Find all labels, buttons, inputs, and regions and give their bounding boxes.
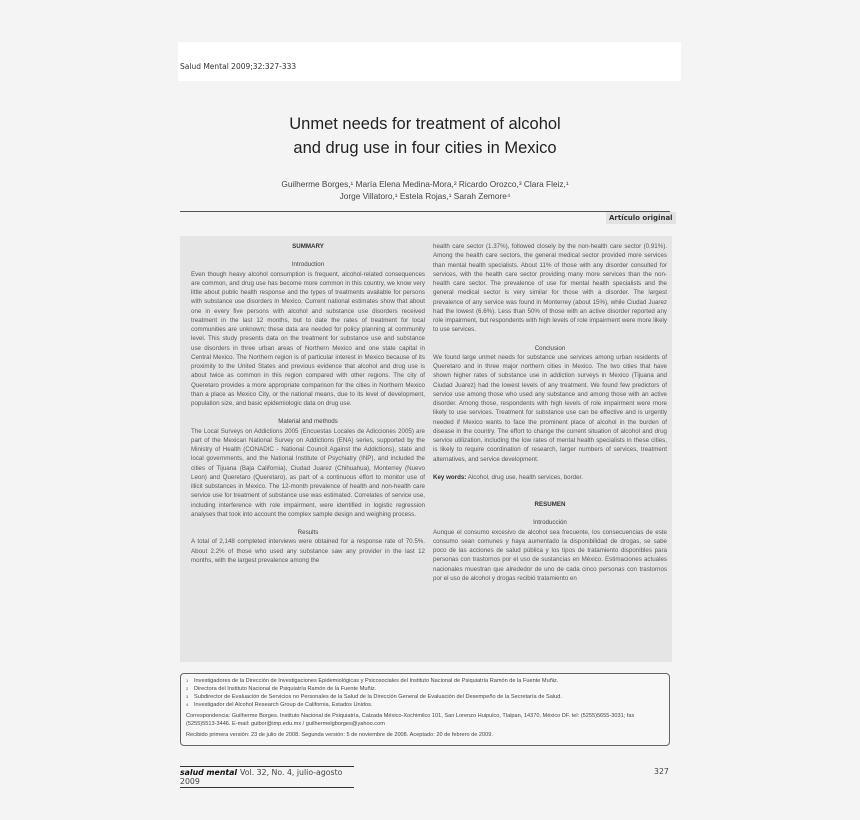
- issue-info: Vol. 32, No. 4, julio-agosto 2009: [180, 768, 343, 786]
- paragraph: The Local Surveys on Addictions 2005 (Encuestas Locales de Adicciones 2005) are part of the Mexican National Survey on Addictions (ENA) series, supported by the Ministry of Health (CONADIC - National Council Against the Addictions), state and local governments, and the National Institute of Psychiatry (INP), and included the cities of Tijuana (Baja California), Ciudad Juarez (Chihuahua), Monterrey (Nuevo Leon) and Queretaro (Queretaro), as part of a continuous effort to monitor use of illicit substances in Mexico. The 12-month prevalence of health and non-health care service use for treatment of substance use was estimated. Correlates of service use, including interference with role impairment, were identified in logistic regression analyses that took into account the complex sample design and weighing process.: [191, 427, 425, 518]
- paragraph: health care sector (1.37%), followed closely by the non-health care sector (0.91%). Among the health care sectors, the general medical sector provided more services than mental health specialists. About 11% of those with any disorder consulted for services, with the health care sector providing many more services than the non-health care sector. The prevalence of use for mental health specialists and the general medical sector is very similar for those with a disorder. The largest prevalence of any service was found in Monterrey (about 15%), while Ciudad Juarez had the lowest (6.6%). Less than 50% of those with an active disorder reported any role impairment, but respondents with high levels of role impairment were more likely to use services.: [433, 243, 667, 334]
- divider: [180, 211, 670, 212]
- article-title: [180, 112, 670, 160]
- abstract-left-column: [191, 242, 425, 565]
- footnote: $^2$ Directora del Instituto Nacional de Psiquiatría Ramón de la Fuente Muñiz.: [186, 686, 377, 692]
- footnote: $^3$ Subdirector de Evaluación de Servicios no Personales de la Salud de la Dirección General de Evaluación del Desempeño de la Secretaría de Salud.: [186, 694, 562, 700]
- summary-heading: SUMMARY: [292, 243, 324, 250]
- journal-footer: [180, 766, 354, 788]
- section-heading: Introducción: [533, 519, 567, 527]
- section-heading: Material and methods: [278, 418, 338, 426]
- paragraph: We found large unmet needs for substance use services among urban residents of Queretaro and in three major northern cities in Mexico. The two cities that have shown higher rates of substance use in addiction surveys in Mexico (Tijuana and Ciudad Juarez) had the lowest levels of any treatment. We found few predictors of service use among those who used any substance and among those with an active disorder. Among those, respondents with high levels of role impairment were more likely to use services. Treatment for substance use can be effective and is urgently needed if Mexico wants to face the prominent place of alcohol in the burden of disease in the country. The effort to change the current situation of alcohol and drug service utilization, including the low rates of mental health specialists in these cities, is likely to require coordination of research, larger numbers of services, treatment alternatives, and service development.: [433, 353, 667, 463]
- footnotes-box: [180, 673, 670, 746]
- authors-line: Jorge Villatoro,¹ Estela Rojas,¹ Sarah Zemore⁴: [339, 191, 511, 201]
- keywords-value: Alcohol, drug use, health services, border.: [467, 473, 583, 481]
- footnote: $^1$ Investigadores de la Dirección de Investigaciones Epidemiológicas y Psicosociales del Instituto Nacional de Psiquiatría Ramón de la Fuente Muñiz.: [186, 678, 559, 684]
- footnote: $^4$ Investigador del Alcohol Research Group de California, Estados Unidos.: [186, 702, 373, 708]
- keywords: [433, 473, 667, 482]
- paragraph: A total of 2,148 completed interviews were obtained for a response rate of 70.5%. About 2.2% of those who used any substance saw any provider in the last 12 months, with the largest prevalence among the: [191, 538, 425, 564]
- section-heading: Introduction: [291, 261, 325, 269]
- authors: [180, 178, 670, 202]
- authors-line: Guilherme Borges,¹ María Elena Medina-Mora,² Ricardo Orozco,³ Clara Fleiz,¹: [281, 179, 569, 189]
- received-dates: Recibido primera versión: 23 de julio de 2008. Segunda versión: 5 de noviembre de 2008. Aceptado: 20 de febrero de 2009.: [186, 732, 493, 738]
- abstract-box: [180, 236, 672, 662]
- resumen-heading: RESUMEN: [534, 501, 566, 508]
- journal-logo: salud mental: [180, 768, 238, 777]
- correspondence: Correspondencia: Guilherme Borges. Instituto Nacional de Psiquiatría, Calzada México-Xochimilco 101, San Lorenzo Huipulco, Tlalpan, 14370, México DF. tel: (5255)5655-3031; fax (5255)5513-3446. E-mail: guibor@imp.edu.mx / guilhermelgborges@yahoo.com: [186, 713, 635, 727]
- article-type-label: Artículo original: [606, 212, 676, 224]
- section-heading: Results: [297, 529, 319, 536]
- title-line: and drug use in four cities in Mexico: [293, 139, 557, 157]
- citation: Salud Mental 2009;32:327-333: [180, 62, 297, 71]
- page-number: 327: [654, 767, 669, 776]
- section-heading: Conclusion: [534, 344, 566, 352]
- paragraph: Aunque el consumo excesivo de alcohol sea frecuente, los consecuencias de este consumo sean comunes y haya aumentado la disponibilidad de drogas, se sabe poco de las acciones de salud pública y los tipos de tratamiento disponibles para personas con trastornos por el uso de sustancias en México. Estimaciones actuales nacionales muestran que alrededor de uno de cada cinco personas con trastornos por el uso de alcohol y drogas recibió tratamiento en: [433, 528, 667, 582]
- keywords-label: Key words:: [433, 473, 467, 481]
- paragraph: Even though heavy alcohol consumption is frequent, alcohol-related consequences are common, and drug use has become more common in this country, we know very little about public health response and the types of treatments available for persons with substance use disorders in Mexico. Current national estimates show that about one in every five persons with alcohol and substance use disorders received treatment in the last 12 months, but to date the rates of treatment for local communities are unknown; these data are needed for policy planning at community level. This study presents data on the treatment for substance use and substance use disorders in three urban areas of Northern Mexico and one state capital in Central Mexico. The Northern region is of particular interest in Mexico because of its proximity to the United States and previous evidence that alcohol and drug use is about twice as common in this region compared with other regions. The city of Queretaro provides a more appropriate comparison for the cities in Northern Mexico than a place as Mexico City, or the national means, due to its level of development, population size, and basic epidemiologic data on drug use.: [191, 270, 425, 407]
- abstract-right-column: [433, 242, 667, 583]
- title-line: Unmet needs for treatment of alcohol: [289, 115, 561, 133]
